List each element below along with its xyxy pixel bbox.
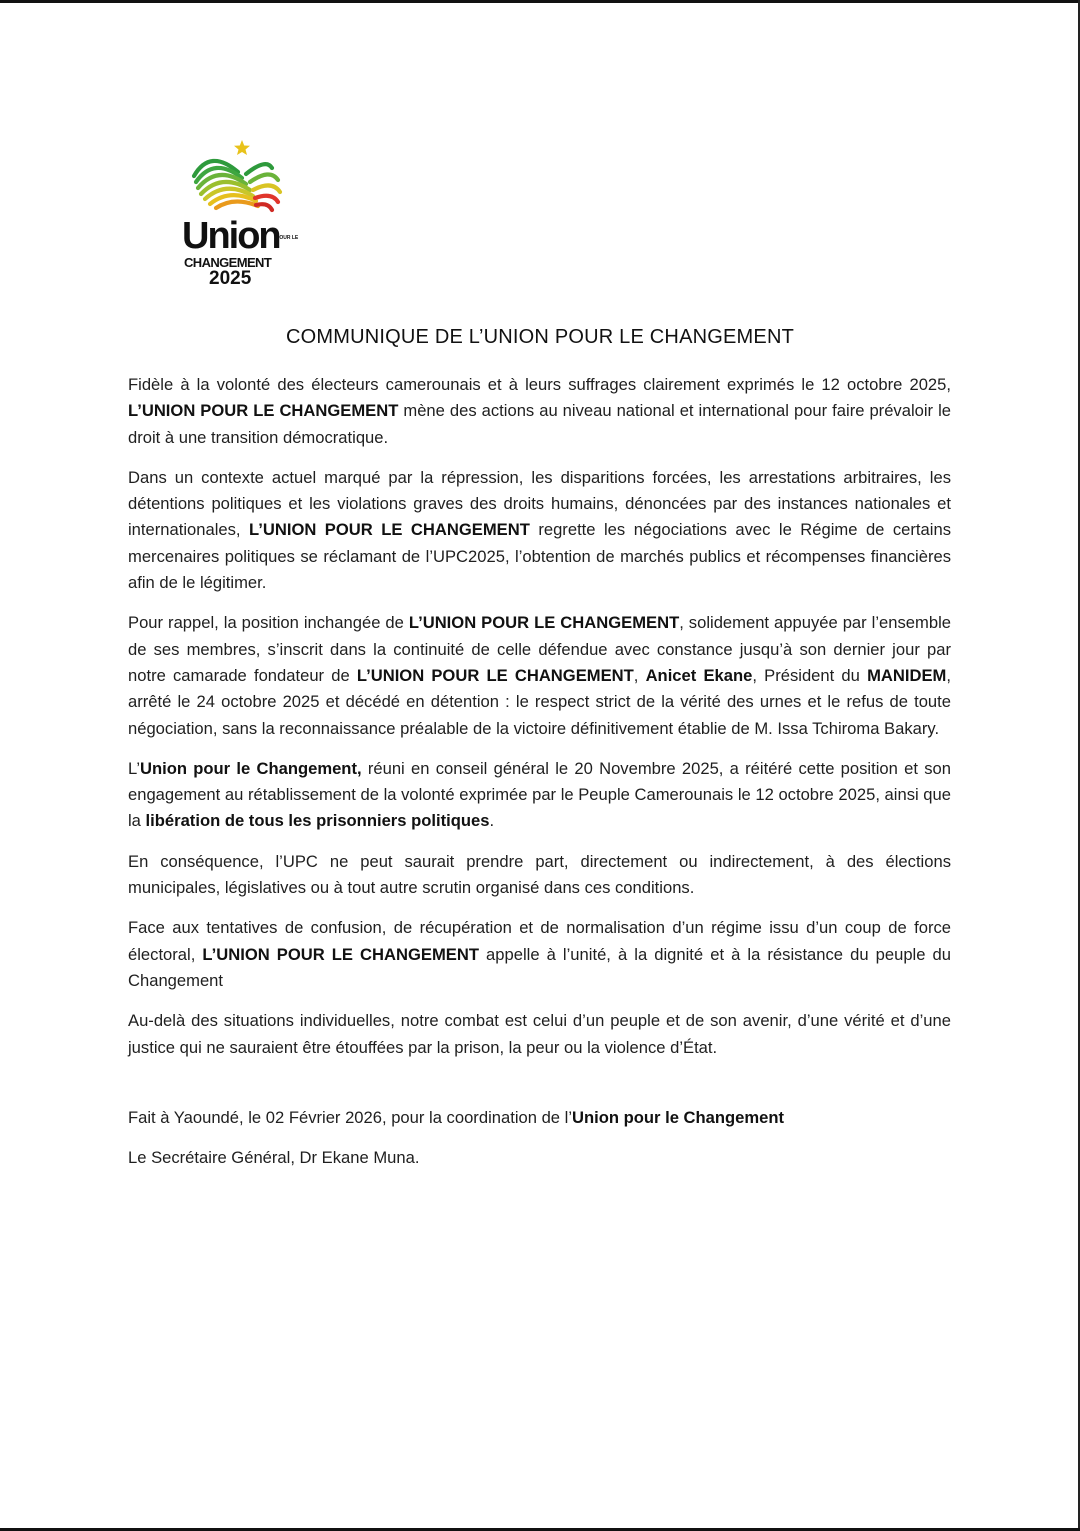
logo-changement-text: CHANGEMENT [184,255,272,270]
fan-emblem-icon [180,138,300,218]
bold-text: L’UNION POUR LE CHANGEMENT [356,665,634,685]
union-pour-le-changement-logo [180,138,300,290]
document-title: COMMUNIQUE DE L’UNION POUR LE CHANGEMENT [285,326,795,348]
text-run: . [489,811,495,831]
bold-text: L’UNION POUR LE CHANGEMENT [128,401,399,421]
paragraphs-paragraph [128,849,951,902]
bold-text: L’UNION POUR LE CHANGEMENT [249,520,530,540]
text-run: Face aux tentatives de confusion, de récupération et de normalisation d’un régime issu d’un coup de force électoral, [128,918,951,964]
text-run: Fidèle à la volonté des électeurs camerounais et à leurs suffrages clairement exprimés le 12 octobre 2025, [128,375,951,394]
text-run: Au-delà des situations individuelles, notre combat est celui d’un peuple et de son avenir, d’une vérité et d’une justice qui ne sauraient être étouffées par la prison, la peur ou la violence d’État. [128,1011,951,1057]
text-run: appelle à l’unité, à la dignité et à la résistance du peuple du Changement [128,944,951,990]
text-run: , Président du [752,665,868,685]
text-run: réuni en conseil général le 20 Novembre 2025, a réitéré cette position et son engagement au rétablissement de la volonté exprimée par le Peuple Camerounais le 12 octobre 2025, ainsi que la [128,758,951,831]
bold-text: Union pour le Changement [572,1107,785,1127]
text-run: Fait à Yaoundé, le 02 Février 2026, pour la coordination de l’ [128,1107,573,1127]
logo-year-text: 2025 [209,268,252,289]
text-run: L’ [128,758,140,778]
paragraphs-paragraph [128,1008,951,1061]
text-run: , arrêté le 24 octobre 2025 et décédé en détention : le respect strict de la vérité des urnes et le refus de toute négociation, sans la reconnaissance préalable de la victoire définitivement établie de M. Issa Tchiroma Bakary. [128,665,951,738]
bold-text: libération de tous les prisonniers politiques [145,811,490,831]
paragraphs-paragraph [128,756,951,835]
bold-text: L’UNION POUR LE CHANGEMENT [408,613,680,633]
bold-text: MANIDEM [867,665,947,685]
text-run: En conséquence, l’UPC ne peut saurait prendre part, directement ou indirectement, à des élections municipales, législatives ou à tout autre scrutin organisé dans ces conditions. [128,851,951,898]
text-run: Pour rappel, la position inchangée de [128,613,409,633]
document-body [128,372,951,1185]
paragraphs-paragraph [128,610,951,741]
text-run: mène des actions au niveau national et international pour faire prévaloir le droit à une transition démocratique. [128,401,951,447]
text-run: Dans un contexte actuel marqué par la répression, les disparitions forcées, les arrestations arbitraires, les détentions politiques et les violations graves des droits humains, dénoncées par des instances nationales et internationales, [128,467,951,540]
text-run: , solidement appuyée par l’ensemble de ses membres, s’inscrit dans la continuité de celle défendue avec constance jusqu’à son dernier jour par notre camarade fondateur de [128,613,951,685]
paragraphs-paragraph [128,465,951,596]
bold-text: Anicet Ekane [645,665,753,685]
top-border [0,0,1080,3]
paragraphs-paragraph [128,915,951,994]
logo-union-text: Union [182,215,280,257]
logo-pour-le-text: POUR LE [276,235,299,241]
text-run: Le Secrétaire Général, Dr Ekane Muna. [128,1148,420,1168]
text-run: regrette les négociations avec le Régime de certains mercenaires politiques se réclamant de l’UPC2025, l’obtention de marchés publics et récompenses financières afin de le légitimer. [128,520,951,593]
paragraph-list [128,372,951,1061]
text-run: , [633,665,646,685]
bold-text: L’UNION POUR LE CHANGEMENT [202,944,479,964]
closing-paragraph [128,1105,951,1131]
paragraphs-paragraph [128,372,951,451]
closing-block [128,1105,951,1172]
bold-text: Union pour le Changement, [140,758,362,778]
closing-paragraph [128,1145,951,1171]
